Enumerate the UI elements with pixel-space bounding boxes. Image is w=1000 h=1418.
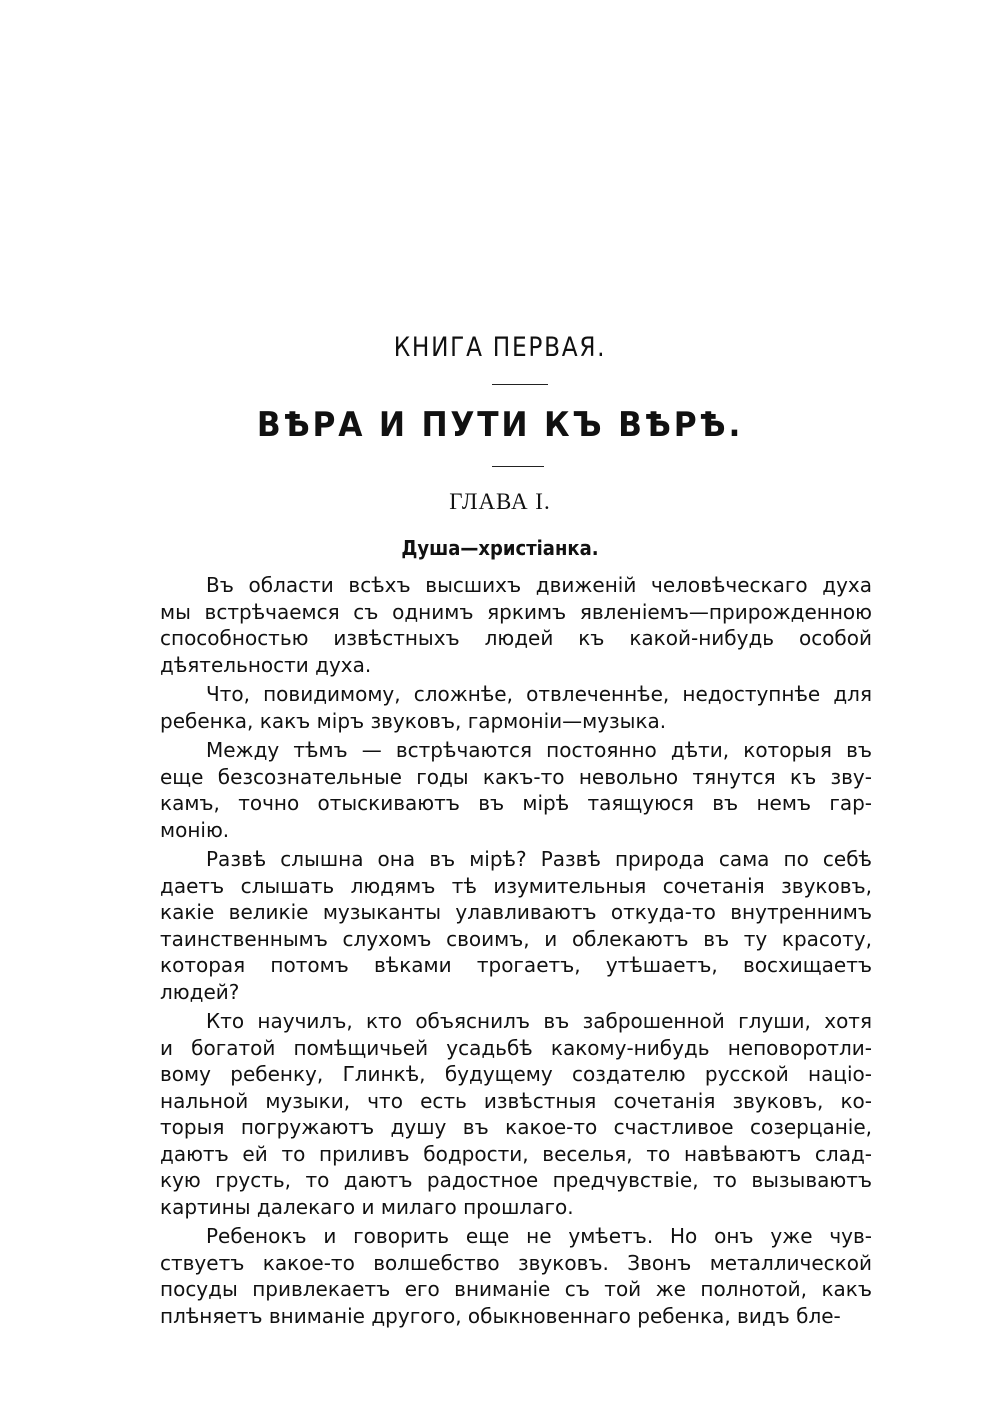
text-line: какіе великіе музыканты улавливаютъ откуда-то внутреннимъ (160, 900, 872, 924)
text-line: картины далекаго и милаго прошлаго. (160, 1194, 574, 1219)
section-title: ВѢРА И ПУТИ КЪ ВѢРѢ. (256, 405, 744, 445)
text-line: монію. (160, 817, 230, 842)
text-line: которая потомъ вѣками трогаетъ, утѣшаетъ, восхищаетъ (160, 953, 872, 977)
body-text (160, 572, 872, 1329)
text-line: еще безсознательные годы какъ-то невольно тянутся къ зву- (160, 764, 872, 789)
paragraph (160, 1223, 872, 1329)
text-line: таинственнымъ слухомъ своимъ, и облекаютъ въ ту красоту, (160, 926, 872, 951)
text-line: даютъ ей то приливъ бодрости, веселья, то навѣваютъ слад- (160, 1141, 872, 1166)
text-line: торыя погружаютъ душу въ какое-то счастливое созерцаніе, (160, 1115, 872, 1139)
text-line: людей? (160, 979, 240, 1004)
text-line: нальной музыки, что есть извѣстныя сочетанія звуковъ, ко- (160, 1088, 872, 1113)
text-line: даетъ слышать людямъ тѣ изумительныя сочетанія звуковъ, (160, 873, 872, 898)
text-line: Ребенокъ и говорить еще не умѣетъ. Но онъ уже чув- (206, 1224, 872, 1248)
text-line: Между тѣмъ — встрѣчаются постоянно дѣти, которыя въ (206, 738, 872, 762)
text-line: Что, повидимому, сложнѣе, отвлеченнѣе, недоступнѣе для (206, 682, 872, 706)
text-line: плѣняетъ вниманіе другого, обыкновеннаго ребенка, видъ бле- (160, 1303, 841, 1328)
text-line: мы встрѣчаемся съ однимъ яркимъ явленіемъ—прирожденною (160, 599, 872, 624)
text-line: дѣятельности духа. (160, 652, 372, 677)
text-line: вому ребенку, Глинкѣ, будущему создателю русской націо- (160, 1062, 872, 1086)
text-line: Развѣ слышна она въ мірѣ? Развѣ природа сама по себѣ (206, 847, 872, 871)
book-title: КНИГА ПЕРВАЯ. (393, 332, 607, 363)
paragraph (160, 681, 872, 734)
text-line: ствуетъ какое-то волшебство звуковъ. Звонъ металлической (160, 1250, 872, 1275)
paragraph (160, 572, 872, 678)
text-line: и богатой помѣщичьей усадьбѣ какому-нибудь неповоротли- (160, 1035, 872, 1060)
text-line: Кто научилъ, кто объяснилъ въ заброшенной глуши, хотя (206, 1009, 872, 1033)
text-line: кую грусть, то даютъ радостное предчувствіе, то вызываютъ (160, 1168, 872, 1192)
chapter-heading: ГЛАВА I. (449, 489, 551, 514)
text-line: посуды привлекаетъ его вниманіе съ той же полнотой, какъ (160, 1277, 872, 1301)
text-line: ребенка, какъ міръ звуковъ, гармоніи—музыка. (160, 708, 667, 733)
chapter-title: Душа—христіанка. (401, 536, 599, 560)
paragraph (160, 846, 872, 1005)
text-line: Въ области всѣхъ высшихъ движеній человѣческаго духа (206, 573, 872, 597)
text-line: камъ, точно отыскиваютъ въ мірѣ таящуюся въ немъ гар- (160, 791, 872, 815)
title-divider (492, 384, 548, 385)
text-line: способностью извѣстныхъ людей къ какой-нибудь особой (160, 626, 872, 650)
section-divider (492, 466, 544, 467)
paragraph (160, 1008, 872, 1220)
paragraph (160, 737, 872, 843)
